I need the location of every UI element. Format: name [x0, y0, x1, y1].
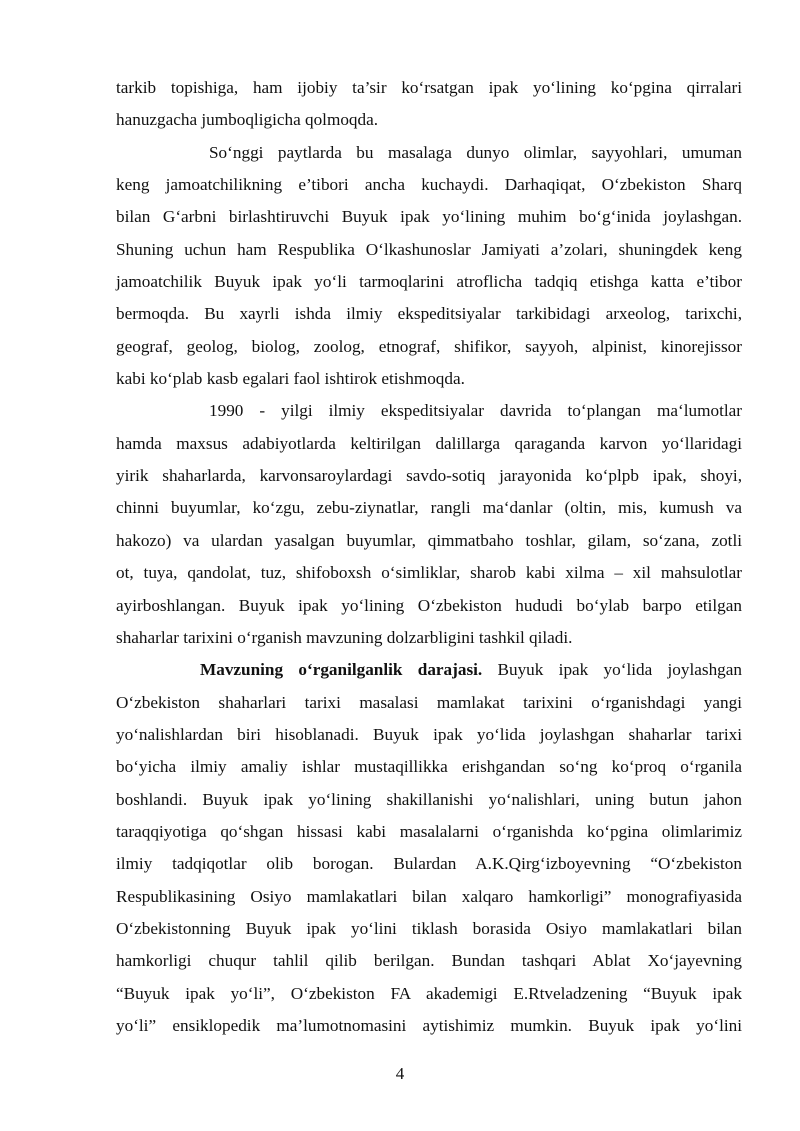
text-line: bermoqda. Bu xayrli ishda ilmiy ekspeditsiyalar tarkibidagi arxeolog, tarixchi,	[116, 304, 742, 324]
text-line: yo‘li” ensiklopedik ma’lumotnomasini aytishimiz mumkin. Buyuk ipak yo‘lini	[116, 1015, 742, 1035]
text-line: yo‘nalishlardan biri hisoblanadi. Buyuk ipak yo‘lida joylashgan shaharlar tarixi	[116, 724, 742, 744]
text-line: hamkorligi chuqur tahlil qilib berilgan. Bundan tashqari Ablat Xo‘jayevning	[116, 951, 742, 971]
text-line: tarkib topishiga, ham ijobiy ta’sir ko‘rsatgan ipak yo‘lining ko‘pgina qirralari	[116, 78, 742, 97]
paragraph-first-line: 1990 - yilgi ilmiy ekspeditsiyalar davrida to‘plangan ma‘lumotlar	[209, 401, 742, 421]
text-line: hakozo) va ulardan yasalgan buyumlar, qimmatbaho toshlar, gilam, so‘zana, zotli	[116, 530, 742, 550]
text-line: jamoatchilik Buyuk ipak yo‘li tarmoqlarini atroflicha tadqiq etishga katta e’tibor	[116, 272, 742, 292]
text-line: taraqqiyotiga qo‘shgan hissasi kabi masalalarni o‘rganishda ko‘pgina olimlarimiz	[116, 821, 742, 841]
text-line: bilan G‘arbni birlashtiruvchi Buyuk ipak yo‘lining muhim bo‘g‘inida joylashgan.	[116, 207, 742, 227]
text-line: Respublikasining Osiyo mamlakatlari bilan xalqaro hamkorligi” monografiyasida	[116, 886, 742, 906]
paragraph-first-line: So‘nggi paytlarda bu masalaga dunyo olimlar, sayyohlari, umuman	[209, 142, 742, 162]
text-line: O‘zbekiston shaharlari tarixi masalasi mamlakat tarixini o‘rganishdagi yangi	[116, 692, 742, 712]
text-line: O‘zbekistonning Buyuk ipak yo‘lini tiklash borasida Osiyo mamlakatlari bilan	[116, 918, 742, 938]
text-line: chinni buyumlar, ko‘zgu, zebu-ziynatlar, rangli ma‘danlar (oltin, mis, kumush va	[116, 498, 742, 518]
text-line: shaharlar tarixini o‘rganish mavzuning dolzarbligini tashkil qiladi.	[116, 627, 573, 647]
page-number: 4	[395, 1064, 405, 1083]
text-line: kabi ko‘plab kasb egalari faol ishtirok etishmoqda.	[116, 369, 465, 389]
text-line: keng jamoatchilikning e’tibori ancha kuchaydi. Darhaqiqat, O‘zbekiston Sharq	[116, 175, 742, 195]
text-line: hamda maxsus adabiyotlarda keltirilgan dalillarga qaraganda karvon yo‘llaridagi	[116, 433, 742, 453]
text-line: ayirboshlangan. Buyuk ipak yo‘lining O‘zbekiston hududi bo‘ylab barpo etilgan	[116, 595, 742, 615]
text-line: geograf, geolog, biolog, zoolog, etnograf, shifikor, sayyoh, alpinist, kinorejissor	[116, 336, 742, 356]
text-line: ot, tuya, qandolat, tuz, shifoboxsh o‘simliklar, sharob kabi xilma – xil mahsulotlar	[116, 563, 742, 583]
section-first-line-text: Buyuk ipak yo‘lida joylashgan	[497, 660, 742, 680]
body-text	[116, 72, 742, 1042]
text-line: yirik shaharlarda, karvonsaroylardagi savdo-sotiq jarayonida ko‘plpb ipak, shoyi,	[116, 466, 742, 486]
text-line: boshlandi. Buyuk ipak yo‘lining shakillanishi yo‘nalishlari, uning butun jahon	[116, 789, 742, 809]
text-line: “Buyuk ipak yo‘li”, O‘zbekiston FA akademigi E.Rtveladzening “Buyuk ipak	[116, 983, 742, 1003]
text-line: Shuning uchun ham Respublika O‘lkashunoslar Jamiyati a’zolari, shuningdek keng	[116, 239, 742, 259]
text-line: ilmiy tadqiqotlar olib borogan. Bulardan A.K.Qirg‘izboyevning “O‘zbekiston	[116, 854, 742, 874]
text-line: bo‘yicha ilmiy amaliy ishlar mustaqillikka erishgandan so‘ng ko‘proq o‘rganila	[116, 757, 742, 777]
section-first-line	[116, 654, 742, 686]
section-heading: Mavzuning o‘rganilganlik darajasi.	[200, 660, 483, 680]
text-line: hanuzgacha jumboqligicha qolmoqda.	[116, 110, 379, 130]
